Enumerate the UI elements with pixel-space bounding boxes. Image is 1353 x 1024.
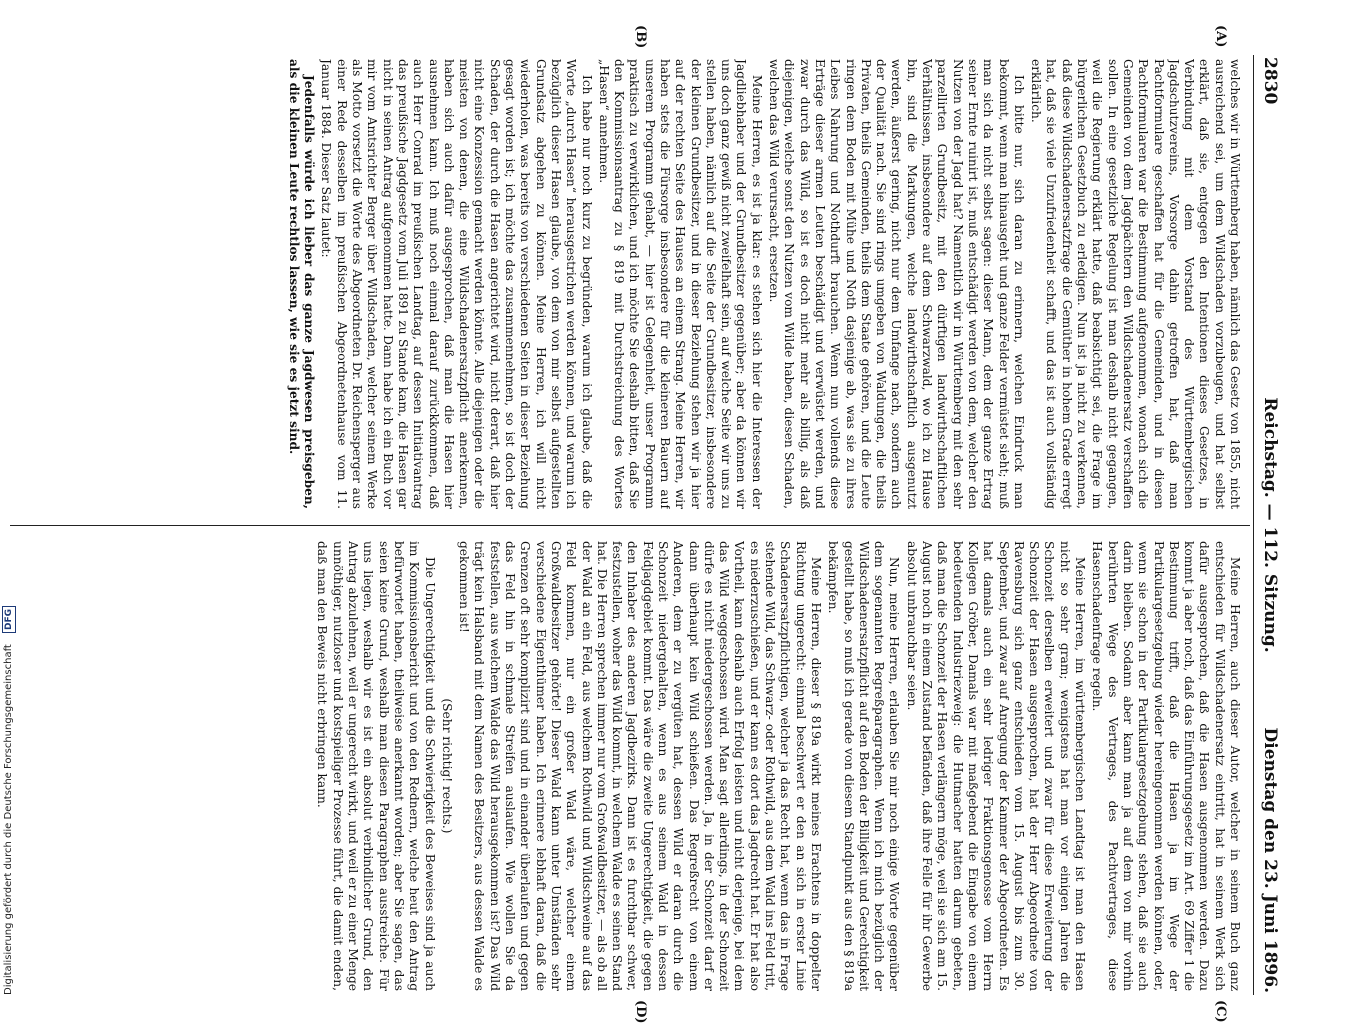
column-divider: [10, 525, 1250, 526]
paragraph: Die Ungerechtigkeit und die Schwierigkeit des Beweises sind ja auch im Kommissionsbericht und von den Rednern, welche heut den Antrag befürwortet haben, theilweise anerkannt worden; aber Sie sagen, das seien keine Grund, weshalb man diesen Paragraphen ausstreiche. Für uns liegen, weshalb wir es ist ein absolut verbindlicher Grund, den Antrag abzulehnen, weil er ungerecht wirkt, und weil er zu einer Menge unnöthiger, nutzloser und kostspieliger Prozesse führt, die damit enden, daß man den Beweis nicht erbringen kann.: [315, 541, 437, 991]
paragraph: welches wir in Württemberg haben, nämlich das Gesetz von 1855, nicht ausreichend sei, um dem Wildschaden vorzubeugen, und hat selbst erklärt, daß sie, entgegen den Intentionen dieses Gesetzes, in Verbindung mit dem Vorstand des Württembergischen Jagdschutzvereins, Vorsorge dahin getroffen hat, daß man Pachtformulare geschaffen hat für die Gemeinden, und in diesen Pachtformularen war die Bestimmung aufgenommen, wonach sich die Gemeinden von dem Jagdpächtern den Wildschadenersatz verschaffen sollen. In eine gesetzliche Regelung ist man deshalb nicht gegangen, weil die Regierung erklärt hatte, daß beabsichtigt sei, die Frage im bürgerlichen Gesetzbuch zu erledigen. Nun ist ja nicht zu verkennen, daß diese Wildschadenersatzfrage die Gemüther in hohem Grade erregt hat, daß sie viele Unzufriedenheit schafft, und das ist auch vollständig erklärlich.: [1029, 59, 1242, 509]
right-column: [12, 541, 1242, 991]
paragraph: Meine Herren, es ist ja klar: es stehen sich hier die Interessen der Jagdliebhaber und der Grundbesitzer gegenüber; aber da können wir uns doch ganz gewiß nicht zweifelhaft sein, auf welche Seite wir uns zu stellen haben, nämlich auf die Seite der Grundbesitzer, insbesondere der kleinen Grundbesitzer, und in dieser Beziehung stehen wir ja hier auf der rechten Seite des Hauses an einem Strang. Meine Herren, wir haben stets die Fürsorge insbesondere für die kleineren Bauern auf unserem Programm gehabt, — hier ist Gelegenheit, unser Programm praktisch zu verwirklichen, und ich möchte Sie deshalb bitten, daß Sie den Kommissionsantrag zu § 819 mit Durchstreichung des Wortes „Hasen“ annehmen.: [596, 59, 764, 509]
quoted-paragraph: Jedenfalls würde ich lieber das ganze Jagdwesen preisgeben, als die kleinen Leute rechtlos lassen, wie sie es jetzt sind.: [286, 59, 317, 509]
page-header: [1250, 55, 1290, 995]
interjection: (Sehr richtig! rechts.): [439, 698, 454, 834]
paragraph: Nun, meine Herren, erlauben Sie mir noch einige Worte gegenüber dem sogenannten Regreßparagraphen. Wenn ich mich bezüglich der Wildschadenersatzpflicht auf den Boden der Billigkeit und Gerechtigkeit gestellt habe, so muß ich gerade von diesem Standpunkt aus den § 819a bekämpfen.: [826, 541, 902, 991]
dfg-logo: DFG: [2, 606, 16, 633]
margin-marker-d: (D): [633, 1000, 648, 1024]
paragraph: Ich habe nur noch kurz zu begründen, warum ich glaube, daß die Worte „durch Hasen“ herausgestrichen werden können, und warum ich bezüglich dieser Hasen glaube, von dem von mir selbst aufgestellten Grundsatz abgehen zu können. Meine Herren, ich will nicht wiederholen, was bereits von verschiedenen Seiten in dieser Beziehung gesagt worden ist; ich möchte das zusammennehmen, so ist doch der Schaden, der durch die Hasen angerichtet wird, nicht derart, daß hier nicht eine Konzession gemacht werden könnte. Alle diejenigen oder die meisten von denen, die eine Wildschadenersatzpflicht anerkennen, haben sich auch dafür ausgesprochen, daß man die Hasen hier ausnehmen kann. Ich muß noch einmal darauf zurückkommen, daß auch Herr Conrad im preußischen Landtag, auf dessen Initiativantrag das preußische Jagdgesetz vom Juli 1891 zu Stande kam, die Hasen gar nicht in seinen Antrag aufgenommen hatte. Dann habe ich ein Buch vor mir vom Amtsrichter Berger über Wildschaden, welcher seinem Werke als Motto vorsetzt die Worte des Abgeordneten Dr. Reichensperger aus einer Rede desselben im preußischen Abgeordnetenhause vom 11. Januar 1884. Dieser Satz lautet:: [319, 59, 594, 509]
session-title: Reichstag. — 112. Sitzung.: [1260, 397, 1280, 653]
paragraph: Meine Herren, dieser § 819a wirkt meines Erachtens in doppelter Richtung ungerecht: einmal beschwert er den an sich in erster Linie Schadenersatzpflichtigen, welcher ja das Recht hat, wenn das in Frage stehende Wild, das Schwarz- oder Rothwild, aus dem Wald ins Feld tritt, es niederzuschießen, und er kann es dort das Jagdrecht hat. Er hat also Vortheil, kann deshalb auch Erfolg leisten und nicht derjenige, bei dem das Wild weggeschossen wird. Man sagt allerdings, in der Schonzeit dürfe es nicht niedergeschossen werden. Ja, in der Schonzeit darf er dann überhaupt kein Wild schießen. Das Regreßrecht von einem Anderen, dem er zu vergüten hat, dessen Wild er daran durch die Schonzeit niedergehalten, wenn es aus seinem Wald in dessen Feldjagdgebiet kommt. Das wäre die zweite Ungerechtigkeit, die gegen den Inhaber des anderen Jagdbezirks. Dann ist es furchtbar schwer, festzustellen, woher das Wild kommt, in welchem Walde es seinen Stand hat. Die Herren sprechen immer nur vom Großwaldbesitzer, — als ob all der Wald an ein Feld, aus welchem Rothwild und Wildschweine auf das Feld kommen, nur ein großer Wald wäre, welcher einem Großwaldbesitzer gehörte! Dieser Wald kann unter Umständen sehr verschiedene Eigenthümer haben. Ich erinnere lebhaft daran, daß die Grenzen oft sehr komplizirt sind und in einander überlaufen und gegen das Feld hin in schmale Streifen auslaufen. Wie wollen Sie da feststellen, aus welchem Walde das Wild herausgekommen ist? Das Wild trägt kein Halsband mit dem Namen des Besitzers, aus dessen Walde es gekommen ist!: [457, 541, 823, 991]
digitization-note: Digitalisierung gefördert durch die Deutsche Forschungsgemeinschaft: [3, 644, 14, 995]
margin-marker-a: (A): [1213, 25, 1228, 48]
header-rule: [1253, 55, 1254, 995]
paragraph: Meine Herren, im württembergischen Landtag ist man den Hasen nicht so sehr gram; wenigstens hat man vor einigen Jahren die Schonzeit derselben erweitert und zwar für diese Erweiterung der Schonzeit der Hasen ausgesprochen, hat der Herr Abgeordnete von Ravensburg sich ganz entschieden vom 15. August bis zum 30. September, und zwar auf Anregung der Kammer der Abgeordneten. Es hat damals auch ein sehr ledriger Fraktionsgenosse vom Herrn Kollegen Gröber, Damals war mit maßgebend die Eingabe von einem bedeutenden Industriezweig: die Hutmacher hatten darum gebeten, daß man die Schonzeit der Hasen verlängern möge, weil sie sich am 15. August noch in einem Zustand befänden, daß ihre Felle für ihr Gewerbe absolut unbrauchbar seien.: [904, 541, 1088, 991]
session-date: Dienstag den 23. Juni 1896.: [1260, 727, 1280, 993]
digitization-footer: [2, 10, 16, 995]
paragraph: Meine Herren, auch dieser Autor, welcher in seinem Buch ganz entschieden für Wildschadenersatz eintritt, hat in seinem Werk sich dafür ausgesprochen, daß die Hasen ausgenommen werden. Dazu kommt ja aber noch, daß das Einführungsgesetz im Art. 69 Ziffer 1 die Bestimmung trifft, daß die Hasen ja im Wege der Partikulargesetzgebung wieder hereingenommen werden können, oder, wenn sie schon in der Partikulargesetzgebung stehen, daß sie auch darin bleiben. Sodann aber kann man ja auf dem von mir vorhin berührten Wege des Vertrages, des Pachtvertrages, diese Hasenschadenfrage regeln.: [1090, 541, 1242, 991]
document-page: [0, 25, 1290, 1024]
margin-marker-b: (B): [633, 25, 648, 49]
paragraph: Ich bitte nur, sich daran zu erinnern, welchen Eindruck man bekommt, wenn man hinausgeht und ganze Felder vermüstet sieht; muß man sich da nicht selbst sagen: dieser Mann, dem der ganze Ertrag seiner Ernte ruinirt ist, muß entschädigt werden von dem, welcher den Nutzen von der Jagd hat? Namentlich wir in Württemberg mit den sehr parzellirten Grundbesitz, mit den dürftigen landwirthschaftlichen Verhältnissen, insbesondere auf dem Schwarzwald, wo ich zu Hause bin, sind die Markungen, welche landwirthschaftlich ausgenutzt werden, äußerst gering, nicht nur dem Umfange nach, sondern auch der Qualität nach. Sie sind rings umgeben von Waldungen, die theils Privaten, theils Gemeinden, theils dem Staate gehören, und die Leute ringen dem Boden mit Mühe und Noth dasjenige ab, was sie zu ihres Leibes Nahrung und Nothdurft brauchen. Wenn nun vollends diese Erträge dieser armen Leuten beschädigt und verwüstet werden, und zwar durch das Wild, so ist es doch nicht mehr als billig, als daß diejenigen, welche sonst den Nutzen vom Wilde haben, diesen Schaden, welchen das Wild verursacht, ersetzen.: [767, 59, 1026, 509]
margin-marker-c: (C): [1213, 1000, 1228, 1023]
page-number: 2830: [1260, 57, 1280, 105]
left-column: [12, 59, 1242, 509]
